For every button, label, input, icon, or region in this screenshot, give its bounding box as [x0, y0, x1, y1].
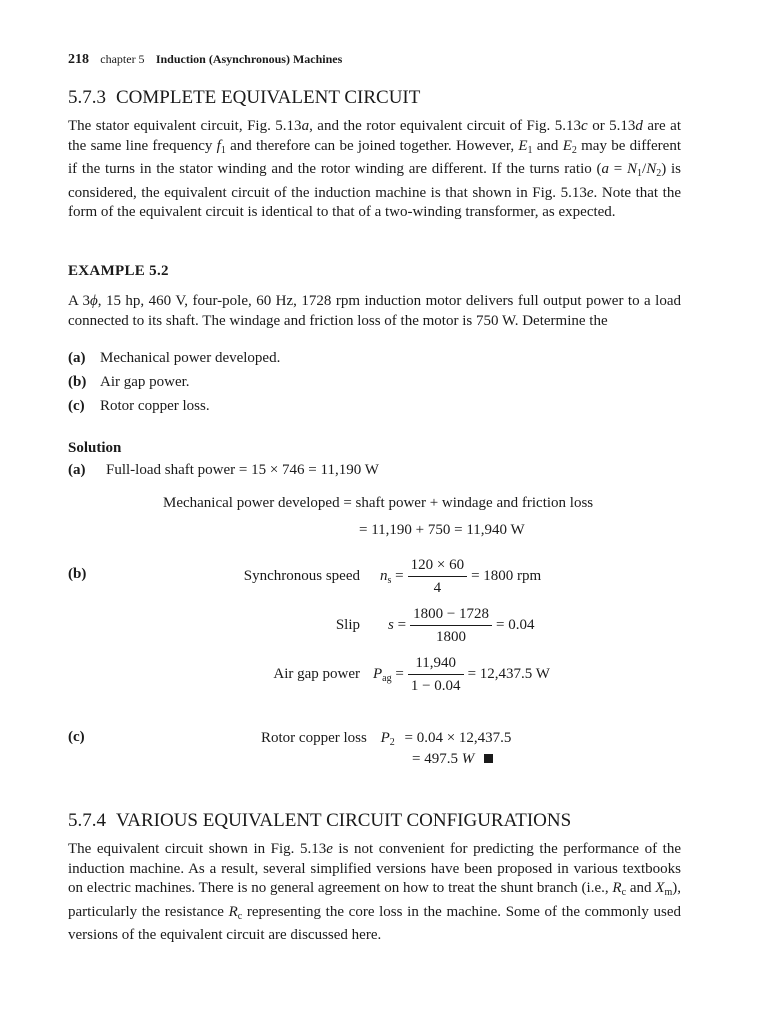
paragraph-configurations: The equivalent circuit shown in Fig. 5.13e is not convenient for predicting the performance of the induction machine. As a result, several simplified versions have been proposed in various textbooks on electric machines. There is no general agreement on how to treat the shunt branch (i.e., $R_c$ and $X_m$), particularly the resistance $R_c$ representing the core loss in the machine. Some of the commonly used versions of the equivalent circuit are discussed here. — [68, 841, 681, 943]
page-number: 218 — [68, 52, 89, 67]
example-statement: A 3ϕ, 15 hp, 460 V, four-pole, 60 Hz, 1728 rpm induction motor delivers full output power to a load connected to its shaft. The windage and friction loss of the motor is 750 W. Determine the — [68, 293, 681, 329]
solution-a-line: (a) Full-load shaft power = 15 × 746 = 11,190 W — [68, 462, 379, 478]
mechanical-power-line: Mechanical power developed = shaft power + windage and friction loss — [163, 495, 594, 511]
chapter-title: Induction (Asynchronous) Machines — [155, 52, 343, 66]
air-gap-power-equation: Air gap power $P_{ag}$ = $\frac{11,940}{1 - 0.04}$ = 12,437.5 W — [273, 655, 550, 694]
solution-c-label: (c) — [68, 729, 85, 745]
solution-title: Solution — [68, 440, 122, 456]
section-title: VARIOUS EQUIVALENT CIRCUIT CONFIGURATIONS — [116, 810, 572, 831]
example-title: EXAMPLE 5.2 — [68, 263, 169, 279]
solution-b-label: (b) — [68, 566, 87, 582]
end-of-proof-icon — [484, 754, 493, 763]
list-item: (a) Mechanical power developed. — [68, 350, 281, 366]
synchronous-speed-equation: Synchronous speed $n_s$ = $\frac{120 \times 60}{4}$ = 1800 rpm — [243, 557, 542, 596]
paragraph-equivalent-circuit: The stator equivalent circuit, Fig. 5.13a, and the rotor equivalent circuit of Fig. 5.13c or 5.13d are at the same line frequency $f_1$ and therefore can be joined together. However, $E_1$ and $E_2$ may be different if the turns in the stator winding and the rotor winding are different. If the turns ratio $(a = N_1/N_2)$ is considered, the equivalent circuit of the induction machine is that shown in Fig. 5.13e. Note that the form of the equivalent circuit is identical to that of a two-winding transformer, as expected. — [68, 118, 682, 220]
section-title: COMPLETE EQUIVALENT CIRCUIT — [116, 87, 421, 108]
rotor-copper-loss-result: = 497.5 W — [412, 751, 493, 768]
section-number: 5.7.3 — [68, 87, 106, 108]
list-item: (b) Air gap power. — [68, 374, 190, 390]
section-number: 5.7.4 — [68, 810, 106, 831]
running-head — [68, 51, 342, 68]
slip-equation: Slip s = $\frac{1800 - 1728}{1800}$ = 0.04 — [335, 606, 535, 645]
rotor-copper-loss-line: Rotor copper loss $P_2 = 0.04 \times 12,437.5$ — [261, 730, 512, 748]
mechanical-power-result: = 11,190 + 750 = 11,940 W — [359, 522, 525, 538]
list-item: (c) Rotor copper loss. — [68, 398, 210, 414]
chapter-label: chapter 5 — [100, 52, 145, 66]
example-items — [68, 346, 280, 418]
section-heading-574 — [68, 810, 571, 832]
section-heading-573 — [68, 87, 420, 109]
